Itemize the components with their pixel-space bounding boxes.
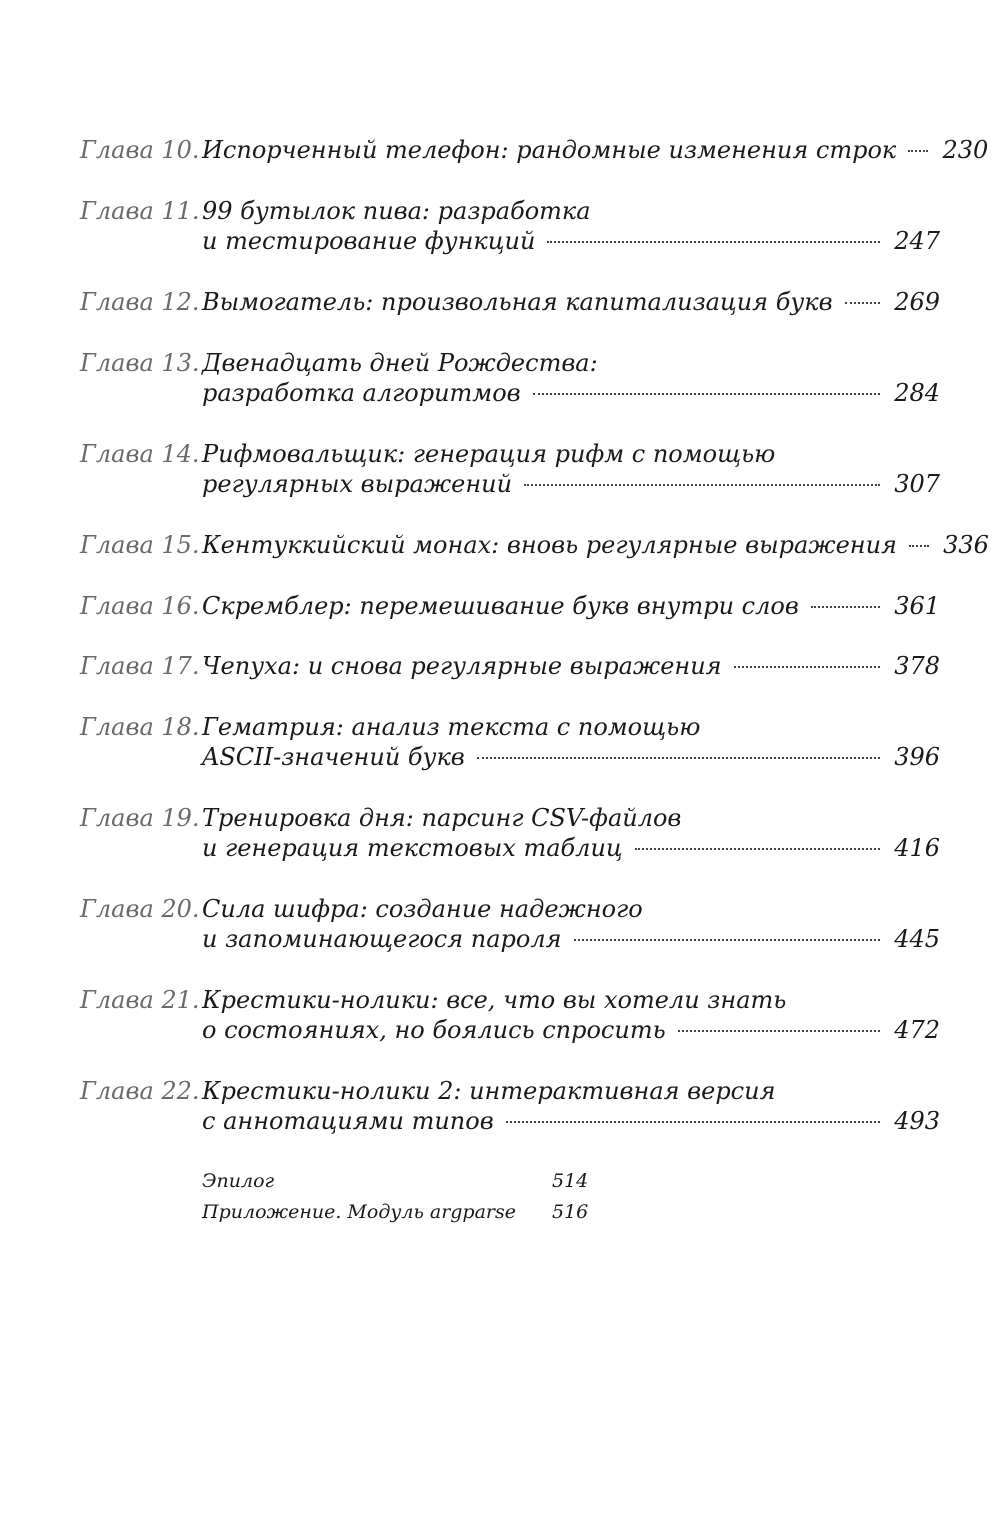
chapter-title-line-2: ASCII-значений букв [202, 743, 465, 771]
chapter-number: Глава 15. [80, 531, 200, 559]
page-number: 247 [894, 227, 940, 255]
back-matter-label: Эпилог [202, 1170, 275, 1192]
dot-leader [506, 1121, 880, 1123]
chapter-number: Глава 19. [80, 804, 200, 832]
chapter-number: Глава 14. [80, 440, 200, 468]
chapter-title-line-1: Сила шифра: создание надежного [202, 895, 643, 923]
page-number: 336 [943, 531, 989, 559]
chapter-number: Глава 18. [80, 713, 200, 741]
page-number: 284 [894, 379, 940, 407]
page-number: 269 [894, 288, 940, 316]
dot-leader [635, 848, 880, 850]
dot-leader [477, 757, 880, 759]
page-number: 361 [894, 592, 940, 620]
chapter-number: Глава 13. [80, 349, 200, 377]
chapter-number: Глава 10. [80, 136, 200, 164]
page-number: 396 [894, 743, 940, 771]
chapter-number: Глава 17. [80, 652, 200, 680]
chapter-title-line-1: Рифмовальщик: генерация рифм с помощью [202, 440, 776, 468]
page-number: 472 [894, 1016, 940, 1044]
chapter-title: Чепуха: и снова регулярные выражения [202, 652, 722, 680]
dot-leader [909, 545, 929, 547]
chapter-title-line-2: и запоминающегося пароля [202, 925, 562, 953]
chapter-title-line-2: и генерация текстовых таблиц [202, 834, 623, 862]
dot-leader [533, 393, 880, 395]
chapter-title-line-1: Крестики-нолики: все, что вы хотели знать [202, 986, 787, 1014]
chapter-number: Глава 11. [80, 197, 200, 225]
dot-leader [524, 484, 880, 486]
chapter-title-line-1: 99 бутылок пива: разработка [202, 197, 591, 225]
chapter-title-line-1: Крестики-нолики 2: интерактивная версия [202, 1077, 776, 1105]
page-number: 493 [894, 1107, 940, 1135]
dot-leader [811, 606, 880, 608]
chapter-title-line-2: регулярных выражений [202, 470, 513, 498]
chapter-number: Глава 21. [80, 986, 200, 1014]
toc-entry-appendix [202, 1199, 588, 1225]
chapter-title: Вымогатель: произвольная капитализация букв [202, 288, 833, 316]
dot-leader [547, 241, 880, 243]
chapter-number: Глава 16. [80, 592, 200, 620]
chapter-title: Кентуккийский монах: вновь регулярные выражения [202, 531, 897, 559]
page-number: 378 [894, 652, 940, 680]
dot-leader [845, 302, 880, 304]
back-matter-page: 514 [552, 1170, 589, 1192]
chapter-title-line-2: разработка алгоритмов [202, 379, 521, 407]
back-matter-label: Приложение. Модуль argparse [202, 1201, 517, 1223]
page-number: 445 [894, 925, 940, 953]
chapter-title-line-1: Двенадцать дней Рождества: [202, 349, 598, 377]
chapter-title-line-1: Тренировка дня: парсинг CSV-файлов [202, 804, 682, 832]
page-number: 230 [942, 136, 989, 164]
toc-entry-epilogue [202, 1168, 588, 1194]
dot-leader [734, 666, 880, 668]
chapter-title-line-2: с аннотациями типов [202, 1107, 494, 1135]
chapter-title: Испорченный телефон: рандомные изменения строк [202, 136, 897, 164]
dot-leader [678, 1030, 880, 1032]
chapter-number: Глава 12. [80, 288, 200, 316]
page-number: 307 [894, 470, 940, 498]
chapter-title-line-2: о состояниях, но боялись спросить [202, 1016, 666, 1044]
chapter-title-line-1: Гематрия: анализ текста с помощью [202, 713, 701, 741]
dot-leader [574, 939, 880, 941]
chapter-title-line-2: и тестирование функций [202, 227, 536, 255]
dot-leader [908, 150, 928, 152]
chapter-title: Скремблер: перемешивание букв внутри слов [202, 592, 799, 620]
chapter-number: Глава 20. [80, 895, 200, 923]
back-matter-page: 516 [552, 1201, 589, 1223]
page-number: 416 [894, 834, 940, 862]
chapter-number: Глава 22. [80, 1077, 200, 1105]
